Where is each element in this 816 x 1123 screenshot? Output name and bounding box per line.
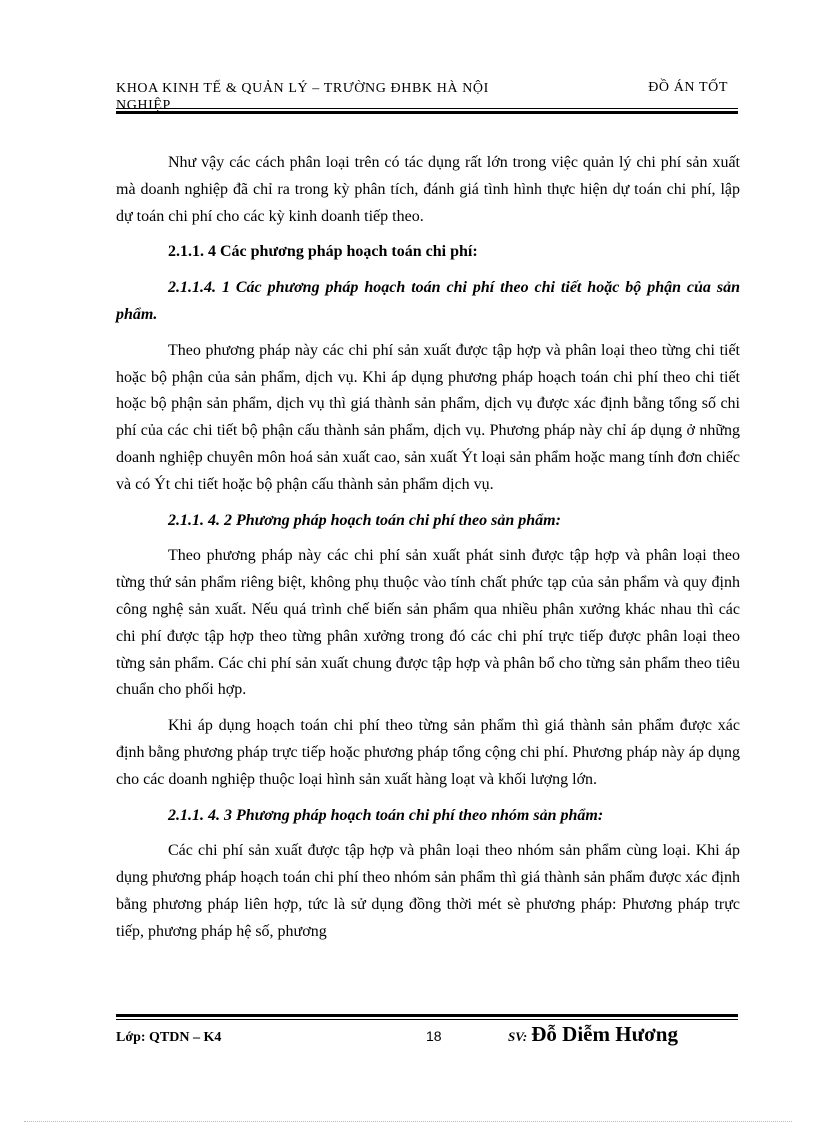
subsection-heading-3: 2.1.1. 4. 3 Phương pháp hoạch toán chi phí theo nhóm sản phẩm: — [168, 806, 604, 824]
student-name: Đỗ Diễm Hương — [531, 1022, 678, 1046]
paragraph-5: Các chi phí sản xuất được tập hợp và phân loại theo nhóm sản phẩm cùng loại. Khi áp dụng phương pháp hoạch toán chi phí theo nhóm sản phẩm thì giá thành sản phẩm được xác định bằng phương pháp liên hợp, tức là sử dụng đồng thời mét sè phương pháp: Phương pháp trực tiếp, phương pháp hệ số, phương — [116, 842, 740, 940]
page-body — [116, 150, 740, 955]
section-heading-2-1-1-4: 2.1.1. 4 Các phương pháp hoạch toán chi phí: — [168, 243, 478, 261]
footer-student — [508, 1022, 678, 1047]
student-label: SV: — [508, 1029, 528, 1044]
page-number: 18 — [426, 1028, 442, 1044]
subsection-heading-2: 2.1.1. 4. 2 Phương pháp hoạch toán chi phí theo sản phẩm: — [168, 511, 561, 529]
footer-class: Lớp: QTDN – K4 — [116, 1030, 222, 1045]
header-rule-thick — [116, 111, 738, 114]
header-rule-thin — [116, 108, 738, 109]
footer-rule-thick — [116, 1014, 738, 1017]
footer-rule-thin — [116, 1019, 738, 1020]
paragraph-4: Khi áp dụng hoạch toán chi phí theo từng sản phẩm thì giá thành sản phẩm được xác định bằng phương pháp trực tiếp hoặc phương pháp tổng cộng chi phí. Phương pháp này áp dụng cho các doanh nghiệp thuộc loại hình sản xuất hàng loạt và khối lượng lớn. — [116, 717, 740, 788]
header-doc-type: ĐỒ ÁN TỐT — [648, 80, 728, 95]
paragraph-2: Theo phương pháp này các chi phí sản xuất được tập hợp và phân loại theo từng chi tiết hoặc bộ phận của sản phẩm, dịch vụ. Khi áp dụng phương pháp hoạch toán chi phí theo chi tiết hoặc bộ phận sản phẩm, dịch vụ thì giá thành sản phẩm, dịch vụ được xác định bằng tổng số chi phí của các chi tiết bộ phận cấu thành sản phẩm, dịch vụ. Phương pháp này chỉ áp dụng ở những doanh nghiệp chuyên môn hoá sản xuất cao, sản xuất Ýt loại sản phẩm hoặc mang tính đơn chiếc và có Ýt chi tiết hoặc bộ phận cấu thành sản phẩm dịch vụ. — [116, 341, 740, 493]
paragraph-1: Như vậy các cách phân loại trên có tác dụng rất lớn trong việc quản lý chi phí sản xuất mà doanh nghiệp đã chỉ ra trong kỳ phân tích, đánh giá tình hình thực hiện dự toán chi phí, lập dự toán chi phí cho các kỳ kinh doanh tiếp theo. — [116, 154, 740, 225]
page-bottom-edge — [24, 1121, 792, 1122]
header-institution: KHOA KINH TẾ & QUẢN LÝ – TRƯỜNG ĐHBK HÀ NỘI NGHIỆP — [116, 81, 489, 113]
page-footer — [116, 1022, 740, 1052]
paragraph-3: Theo phương pháp này các chi phí sản xuất phát sinh được tập hợp và phân loại theo từng thứ sản phẩm riêng biệt, không phụ thuộc vào tính chất phức tạp của sản phẩm và quy định công nghệ sản xuất. Nếu quá trình chế biến sản phẩm qua nhiều phân xưởng khác nhau thì các chi phí được tập hợp theo từng phân xưởng trong đó các chi phí trực tiếp được phân loại theo từng sản phẩm. Các chi phí sản xuất chung được tập hợp và phân bổ cho từng sản phẩm theo tiêu chuẩn cho phối hợp. — [116, 547, 740, 699]
subsection-heading-1: 2.1.1.4. 1 Các phương pháp hoạch toán chi phí theo chi tiết hoặc bộ phận của sản phẩm. — [116, 279, 740, 323]
